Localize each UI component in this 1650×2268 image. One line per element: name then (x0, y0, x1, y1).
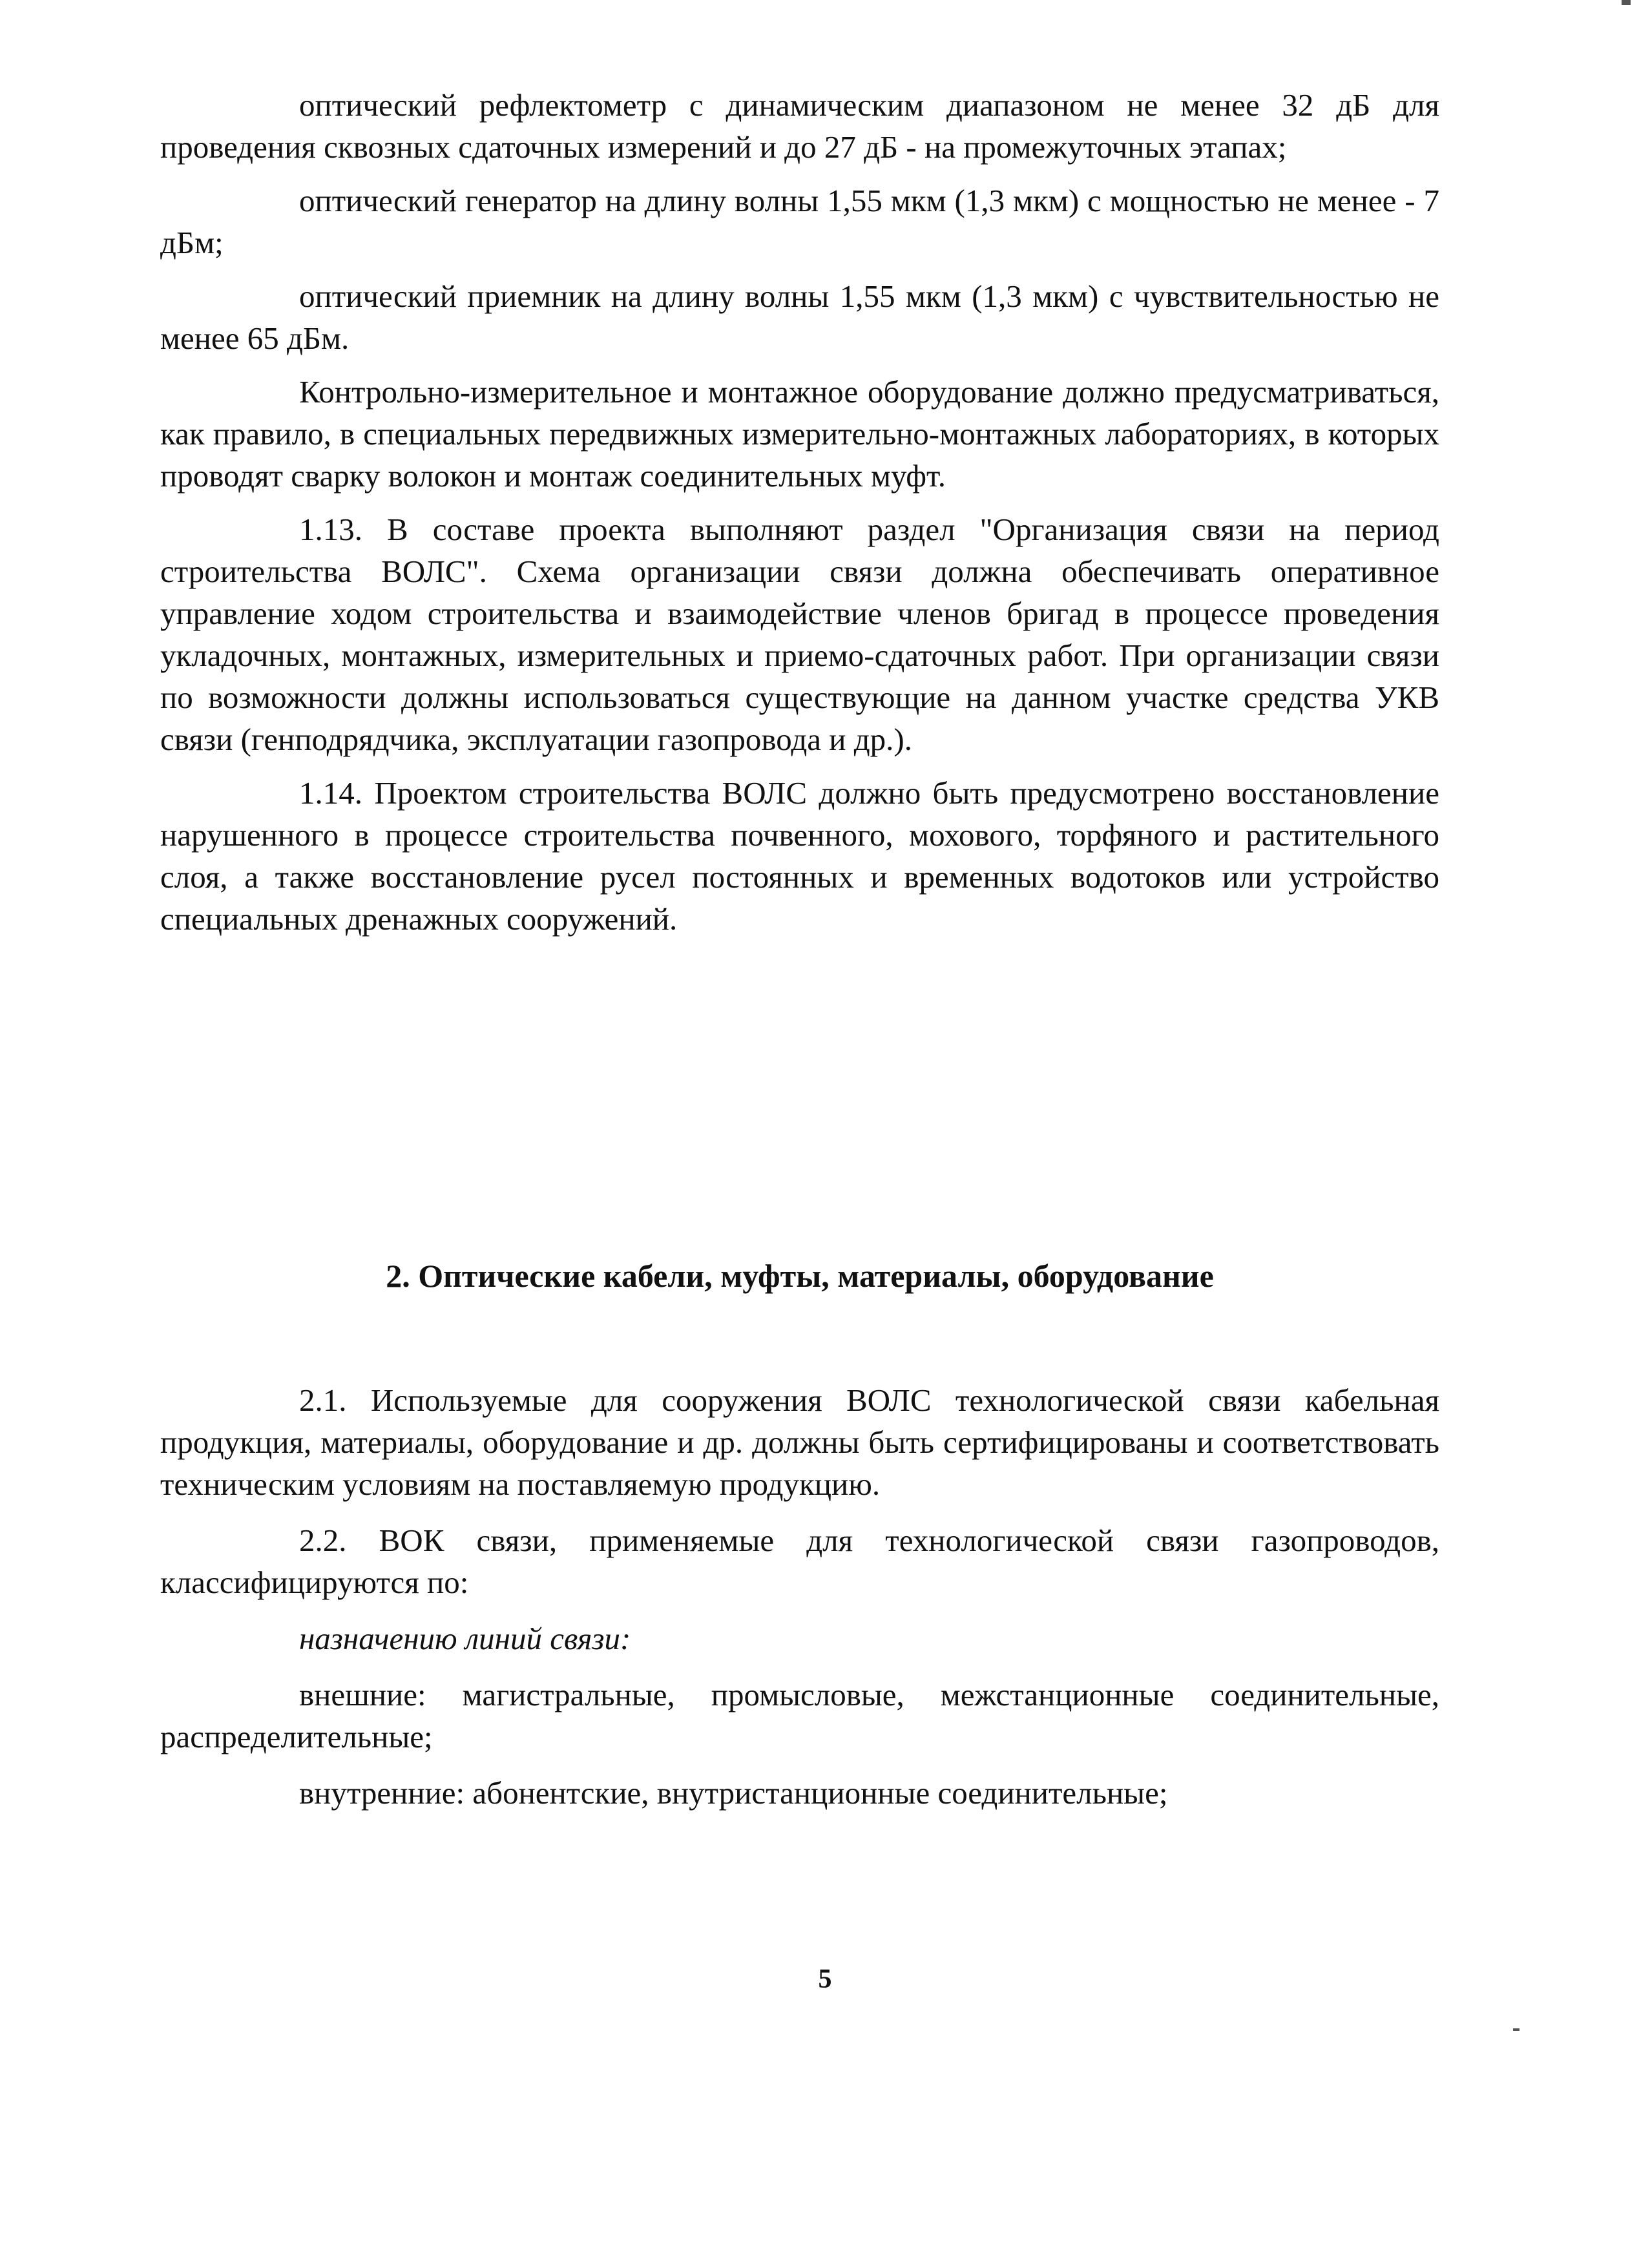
paragraph-2-1: 2.1. Используемые для сооружения ВОЛС технологической связи кабельная продукция, материалы, оборудование и др. должны быть сертифицированы и соответствовать техническим условиям на поставляемую продукцию. (160, 1382, 1439, 1502)
paragraph-1-13: 1.13. В составе проекта выполняют раздел "Организация связи на период строительства ВОЛС". Схема организации связи должна обеспечивать оперативное управление ходом строительства и взаимодействие членов бригад в процессе проведения укладочных, монтажных, измерительных и приемо-сдаточных работ. При организации связи по возможности должны использоваться существующие на данном участке средства УКВ связи (генподрядчика, эксплуатации газопровода и др.). (160, 512, 1439, 757)
page-number: 5 (818, 1964, 832, 1994)
paragraph-generator: оптический генератор на длину волны 1,55 мкм (1,3 мкм) с мощностью не менее - 7 дБм; (160, 183, 1439, 260)
paragraph-internal: внутренние: абонентские, внутристанционные соединительные; (299, 1775, 1168, 1811)
paragraph-1-14: 1.14. Проектом строительства ВОЛС должно быть предусмотрено восстановление нарушенного в процессе строительства почвенного, мохового, торфяного и растительного слоя, а также восстановление русел постоянных и временных водотоков или устройство специальных дренажных сооружений. (160, 775, 1439, 937)
paragraph-external: внешние: магистральные, промысловые, межстанционные соединительные, распределительные; (160, 1677, 1439, 1754)
paragraph-purpose: назначению линий связи: (299, 1621, 631, 1656)
paragraph-reflectometer: оптический рефлектометр с динамическим диапазоном не менее 32 дБ для проведения сквозных сдаточных измерений и до 27 дБ - на промежуточных этапах; (160, 87, 1439, 165)
scan-mark (1513, 2028, 1519, 2031)
document-page (160, 84, 1439, 1811)
paragraph-2-2: 2.2. ВОК связи, применяемые для технологической связи газопроводов, классифицируются по: (160, 1523, 1439, 1600)
paragraph-receiver: оптический приемник на длину волны 1,55 мкм (1,3 мкм) с чувствительностью не менее 65 дБм. (160, 278, 1439, 356)
paragraph-equipment: Контрольно-измерительное и монтажное оборудование должно предусматриваться, как правило, в специальных передвижных измерительно-монтажных лабораториях, в которых проводят сварку волокон и монтаж соединительных муфт. (160, 374, 1439, 494)
section-2-body (160, 1379, 1439, 1814)
scan-mark (1622, 0, 1631, 5)
section-2-heading: 2. Оптические кабели, муфты, материалы, оборудование (386, 1258, 1214, 1294)
